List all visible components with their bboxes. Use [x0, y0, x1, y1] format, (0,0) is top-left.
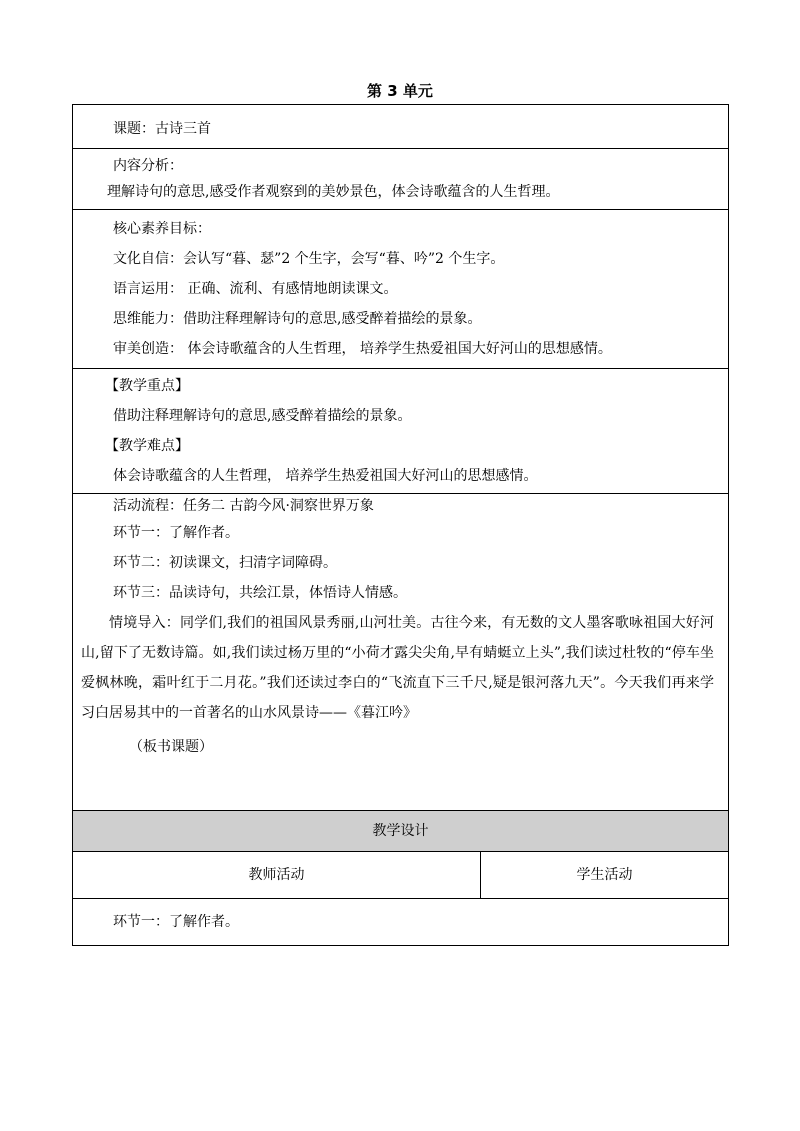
- activity-step-2: 环节二：初读课文，扫清字词障碍。: [113, 555, 337, 571]
- content-analysis-cell: [73, 149, 729, 210]
- focus-cell: [73, 369, 729, 494]
- goal-language: 语言运用： 正确、流利、有感情地朗读课文。: [113, 281, 398, 297]
- design-first-step-cell: [73, 899, 729, 946]
- lesson-cell: [73, 105, 729, 149]
- goal-culture: 文化自信：会认写“暮、瑟”2 个生字，会写“暮、吟”2 个生字。: [113, 251, 505, 267]
- key-point-label: 【教学重点】: [105, 378, 189, 394]
- content-analysis-body: 理解诗句的意思,感受作者观察到的美妙景色，体会诗歌蕴含的人生哲理。: [107, 184, 560, 200]
- goal-thinking: 思维能力：借助注释理解诗句的意思,感受醉着描绘的景象。: [113, 311, 482, 327]
- core-goals-label: 核心素养目标：: [113, 221, 211, 237]
- board-note: （板书课题）: [129, 739, 213, 755]
- difficult-point-label: 【教学难点】: [105, 438, 189, 454]
- activity-cell: [73, 494, 729, 811]
- lesson-plan-table: [72, 104, 729, 946]
- design-first-step: 环节一：了解作者。: [113, 914, 239, 930]
- student-activity-header: 学生活动: [481, 852, 729, 899]
- teaching-design-header: 教学设计: [73, 811, 729, 852]
- situation-intro: 情境导入：同学们,我们的祖国风景秀丽,山河壮美。古往今来，有无数的文人墨客歌咏祖国大好河山,留下了无数诗篇。如,我们读过杨万里的“小荷才露尖尖角,早有蜻蜓立上头”,我们读过杜牧的“停车坐爱枫林晚，霜叶红于二月花。”我们还读过李白的“飞流直下三千尺,疑是银河落九天”。今天我们再来学习白居易其中的一首著名的山水风景诗——《暮江吟》: [81, 615, 714, 721]
- difficult-point-body: 体会诗歌蕴含的人生哲理， 培养学生热爱祖国大好河山的思想感情。: [113, 468, 538, 484]
- activity-flow: 活动流程：任务二 古韵今风·洞察世界万象: [113, 498, 374, 514]
- key-point-body: 借助注释理解诗句的意思,感受醉着描绘的景象。: [113, 408, 412, 424]
- activity-step-3: 环节三：品读诗句，共绘江景，体悟诗人情感。: [113, 585, 407, 601]
- page-title: 第 3 单元: [367, 82, 433, 100]
- activity-step-1: 环节一：了解作者。: [113, 525, 239, 541]
- lesson-label: 课题：古诗三首: [113, 121, 211, 137]
- goal-aesthetic: 审美创造： 体会诗歌蕴含的人生哲理， 培养学生热爱祖国大好河山的思想感情。: [113, 341, 612, 357]
- content-analysis-label: 内容分析：: [113, 158, 183, 174]
- core-goals-cell: [73, 210, 729, 369]
- teacher-activity-header: 教师活动: [73, 852, 481, 899]
